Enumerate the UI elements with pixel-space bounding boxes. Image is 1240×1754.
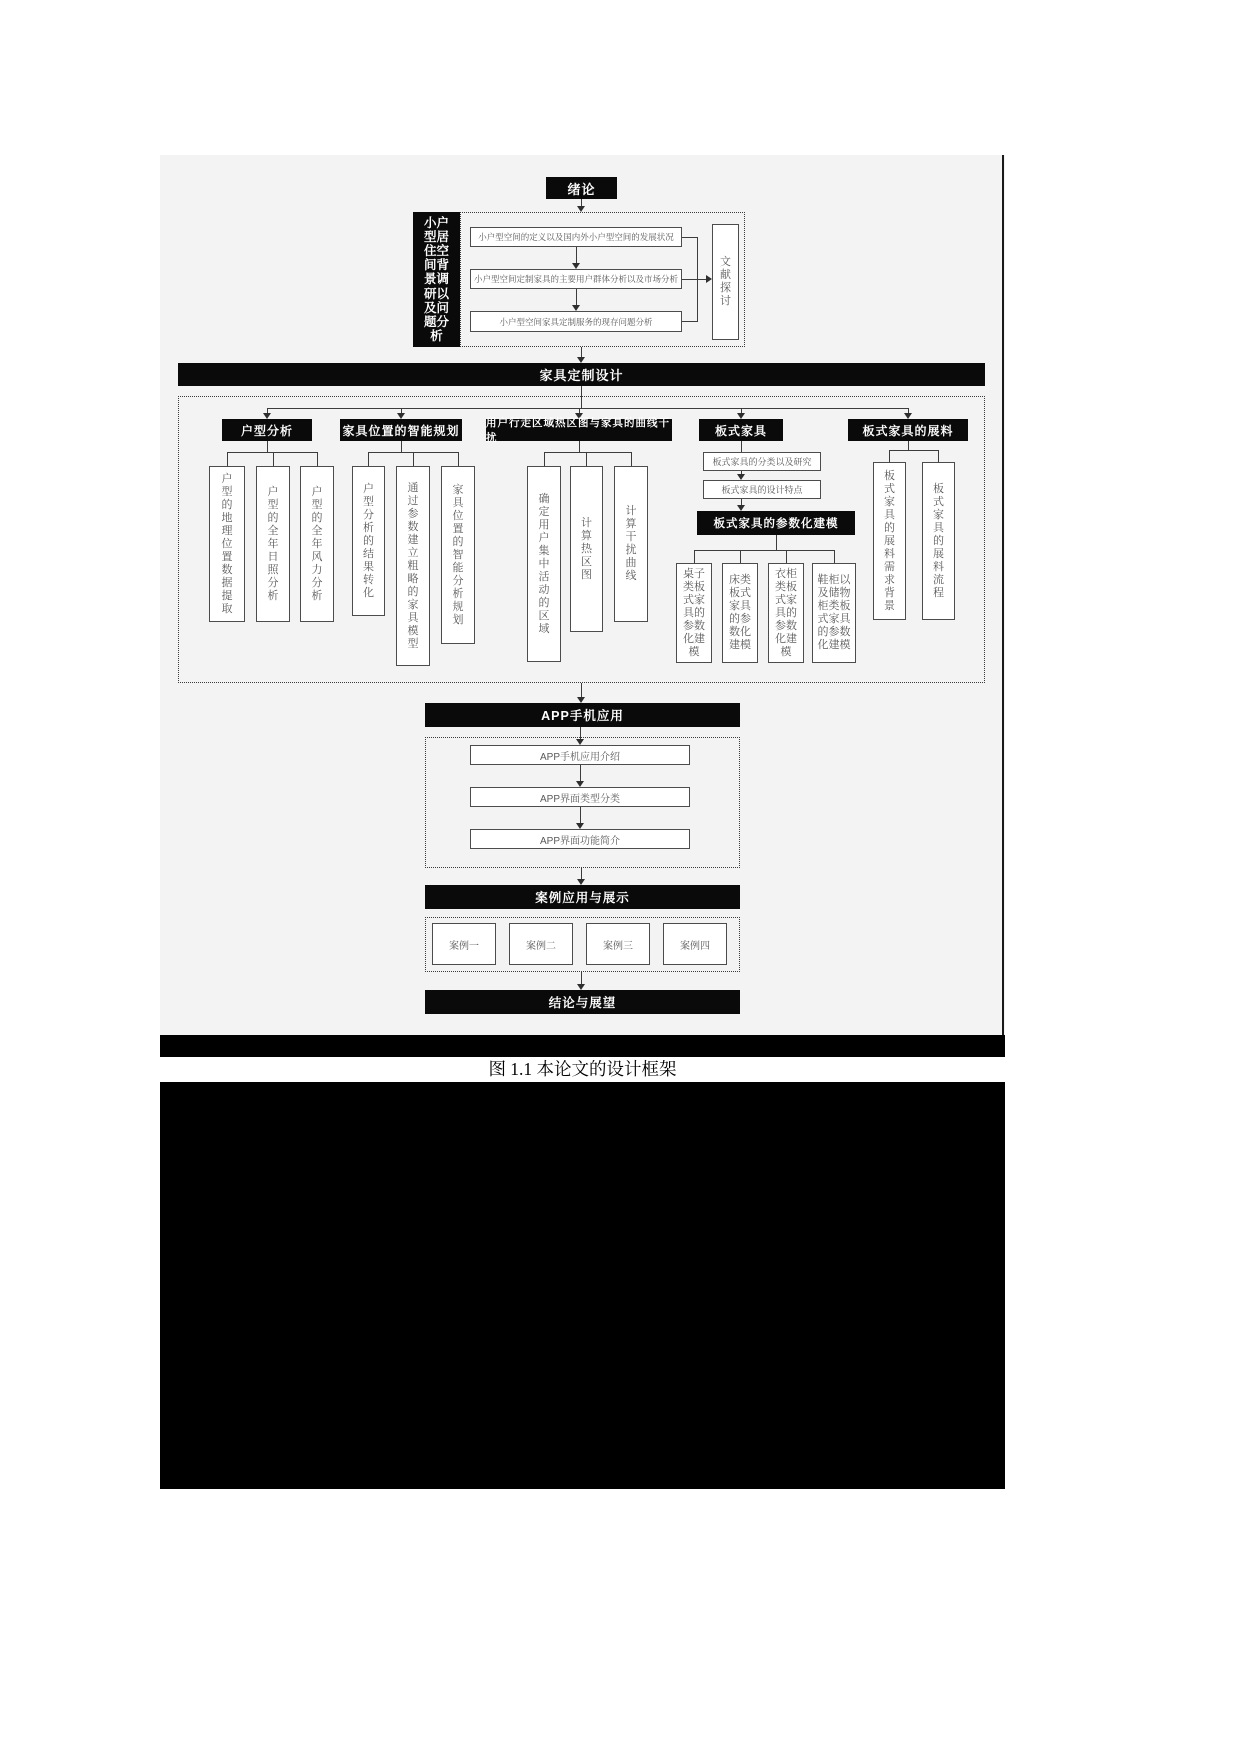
column-item: 板式家具的展料流程 [922, 462, 955, 620]
column-item: 计算热区图 [570, 466, 603, 632]
connector-line [544, 452, 545, 466]
connector-line [889, 450, 939, 451]
connector-line [581, 972, 582, 984]
literature-box: 文献探讨 [712, 224, 739, 340]
column-item: 户型的地理位置数据提取 [209, 466, 245, 622]
connector-line [697, 279, 706, 280]
case-box: 案例二 [509, 923, 573, 965]
connector-line [938, 450, 939, 462]
intro-banner [546, 177, 617, 199]
connector-line [579, 441, 580, 452]
page-edge-line [1002, 155, 1004, 1035]
column-item: 计算干扰曲线 [614, 466, 648, 622]
connector-line [273, 452, 274, 466]
connector-line [544, 452, 632, 453]
connector-line [694, 550, 835, 551]
connector-line [834, 550, 835, 563]
connector-line [317, 452, 318, 466]
connector-line [458, 452, 459, 466]
cases-banner: 案例应用与展示 [425, 885, 740, 909]
column-item: 户型分析的结果转化 [352, 466, 385, 616]
panel-sub-item: 鞋柜以及储物柜类板式家具的参数化建模 [812, 563, 856, 663]
connector-line [786, 550, 787, 563]
connector-line [908, 441, 909, 450]
connector-line [401, 441, 402, 452]
column-item: 通过参数建立粗略的家具模型 [396, 466, 430, 666]
connector-line [741, 441, 742, 452]
connector-line [581, 386, 582, 408]
panel-step: 板式家具的分类以及研究 [703, 452, 821, 471]
connector-line [586, 452, 587, 466]
design-banner: 家具定制设计 [178, 363, 985, 386]
connector-line [581, 868, 582, 879]
case-box: 案例一 [432, 923, 496, 965]
connector-line [682, 237, 697, 238]
column-header: 家具位置的智能规划 [340, 419, 462, 441]
column-item: 户型的全年日照分析 [256, 466, 290, 622]
arrowhead-icon [572, 305, 580, 311]
connector-line [631, 452, 632, 466]
connector-line [227, 452, 228, 466]
connector-line [576, 289, 577, 305]
app-item: APP界面类型分类 [470, 787, 690, 807]
app-item: APP手机应用介绍 [470, 745, 690, 765]
column-header: 用户行走区域热区图与家具的曲线干扰 [486, 417, 670, 444]
panel-sub-item: 床类板式家具的参数化建模 [722, 563, 758, 663]
background-item: 小户型空间家具定制服务的现存问题分析 [470, 311, 682, 332]
column-header: 户型分析 [222, 419, 312, 441]
column-header: 板式家具的展料 [848, 419, 968, 441]
app-banner: APP手机应用 [425, 703, 740, 727]
connector-line [581, 683, 582, 697]
connector-line [267, 408, 909, 409]
app-item: APP界面功能简介 [470, 829, 690, 849]
connector-line [413, 452, 414, 466]
connector-line [368, 452, 369, 466]
connector-line [580, 765, 581, 781]
column-item: 确定用户集中活动的区域 [527, 466, 561, 662]
arrowhead-icon [572, 263, 580, 269]
background-item: 小户型空间的定义以及国内外小户型空间的发展状况 [470, 227, 682, 247]
panel-step: 板式家具的设计特点 [703, 480, 821, 499]
connector-line [581, 199, 582, 206]
conclusion-banner: 结论与展望 [425, 990, 740, 1014]
panel-sub-item: 衣柜类板式家具的参数化建模 [768, 563, 804, 663]
background-item: 小户型空间定制家具的主要用户群体分析以及市场分析 [470, 269, 682, 289]
figure-caption: 图 1.1 本论文的设计框架 [488, 1059, 677, 1079]
column-header: 板式家具 [699, 419, 783, 441]
connector-line [682, 321, 697, 322]
column-item: 板式家具的展料需求背景 [873, 462, 906, 620]
panel-sub-banner: 板式家具的参数化建模 [697, 511, 855, 535]
redacted-block [160, 1082, 1005, 1489]
connector-line [580, 807, 581, 823]
connector-line [576, 247, 577, 263]
connector-line [580, 727, 581, 739]
connector-line [694, 550, 695, 563]
connector-line [776, 535, 777, 550]
background-side-label: 小户型居住空间背景调研以及问题分析 [413, 212, 460, 347]
connector-line [889, 450, 890, 462]
connector-line [581, 347, 582, 357]
panel-sub-item: 桌子类板式家具的参数化建模 [676, 563, 712, 663]
case-box: 案例三 [586, 923, 650, 965]
connector-line [267, 441, 268, 452]
connector-line [740, 550, 741, 563]
connector-line [682, 279, 697, 280]
column-item: 户型的全年风力分析 [300, 466, 334, 622]
case-box: 案例四 [663, 923, 727, 965]
redacted-bar [160, 1035, 1005, 1057]
column-item: 家具位置的智能分析规划 [441, 466, 475, 644]
intro-label: 绪论 [567, 181, 596, 197]
